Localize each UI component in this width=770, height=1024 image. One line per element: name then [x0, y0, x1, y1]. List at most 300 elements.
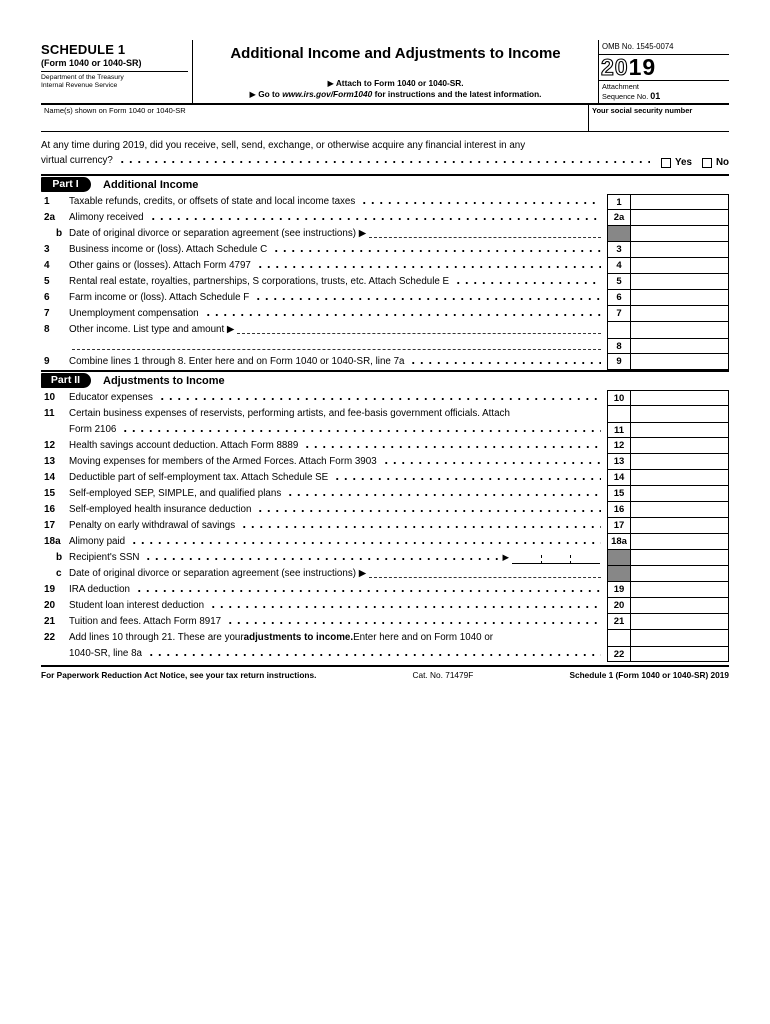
line-7-amount-input[interactable]: [631, 306, 729, 322]
line-5-entry: [607, 274, 729, 290]
header-center-block: [193, 40, 599, 103]
line-8-text-line: [69, 338, 602, 354]
line-6-amount-input[interactable]: [631, 290, 729, 306]
line-10-label: Educator expenses: [69, 392, 153, 403]
line-b-text-line: [69, 226, 602, 242]
line-20-number: 20: [44, 600, 56, 611]
line-5-label: Rental real estate, royalties, partnerships, S corporations, trusts, etc. Attach Schedule E: [69, 276, 450, 287]
line-9-label: Combine lines 1 through 8. Enter here and on Form 1040 or 1040-SR, line 7a: [69, 356, 405, 367]
line-5-amount-input[interactable]: [631, 274, 729, 290]
dot-leader: [209, 601, 601, 611]
part2-header-bar: [41, 370, 729, 390]
line-10-description: [69, 390, 607, 406]
irs-form1040-link[interactable]: www.irs.gov/Form1040: [282, 89, 373, 99]
part1-table: [41, 194, 729, 370]
line-17-number: 17: [44, 520, 56, 531]
line-3-amount-input[interactable]: [631, 242, 729, 258]
entry-spacer: [607, 322, 729, 338]
line-2a-amount-input[interactable]: [631, 210, 729, 226]
line-20-label: Student loan interest deduction: [69, 600, 205, 611]
line-12-entry: [607, 438, 729, 454]
line-18a-label: Alimony paid: [69, 536, 126, 547]
entry-cells: [607, 226, 729, 242]
line-11-amount-input[interactable]: [631, 422, 729, 438]
line-18a-description: [69, 534, 607, 550]
entry-cells: [607, 550, 729, 566]
line-21-row: [41, 614, 729, 630]
ssn-label: Your social security number: [592, 106, 693, 115]
form-title: Additional Income and Adjustments to Income: [230, 45, 561, 62]
dot-leader: [204, 309, 601, 319]
virtual-currency-yes-checkbox[interactable]: [661, 158, 671, 168]
sequence-label: Sequence No.: [602, 91, 651, 101]
line-b-row: [41, 550, 729, 566]
header-right-block: [599, 40, 729, 103]
line-1-amount-input[interactable]: [631, 194, 729, 210]
line-7-text-line: [69, 306, 602, 322]
line-22-description: [69, 630, 607, 662]
line-13-description: [69, 454, 607, 470]
line-18a-box-label: 18a: [607, 534, 631, 550]
line-4-box-label: 4: [607, 258, 631, 274]
entry-spacer: [607, 630, 729, 646]
header-left-block: [41, 40, 193, 103]
dot-leader: [130, 537, 601, 547]
entry-cells: [607, 566, 729, 582]
line-18a-amount-input[interactable]: [631, 534, 729, 550]
question-line2: virtual currency?: [41, 155, 113, 166]
shaded-cell: [607, 566, 631, 582]
line-10-amount-input[interactable]: [631, 390, 729, 406]
line-17-box-label: 17: [607, 518, 631, 534]
line-c-row: [41, 566, 729, 582]
line-21-amount-input[interactable]: [631, 614, 729, 630]
line-22-entry: [607, 630, 729, 662]
line-16-label: Self-employed health insurance deduction: [69, 504, 252, 515]
entry-cells: [607, 598, 729, 614]
line-8-entry: [607, 322, 729, 354]
line-11-label: Form 2106: [69, 424, 117, 435]
line-12-text-line: [69, 438, 602, 454]
line-1-number: 1: [44, 196, 50, 207]
shaded-cell: [607, 226, 631, 242]
line-16-box-label: 16: [607, 502, 631, 518]
entry-cells: [607, 210, 729, 226]
part1-title: Additional Income: [103, 178, 199, 191]
entry-cells: [607, 582, 729, 598]
line-3-number: 3: [44, 244, 50, 255]
attachment-sequence: [599, 81, 729, 103]
dot-leader: [158, 393, 601, 403]
line-9-number: 9: [44, 356, 50, 367]
line-13-text-line: [69, 454, 602, 470]
entry-cells: [607, 194, 729, 210]
part2-title: Adjustments to Income: [103, 374, 225, 387]
line-12-amount-input[interactable]: [631, 438, 729, 454]
line-5-box-label: 5: [607, 274, 631, 290]
line-3-text-line: [69, 242, 602, 258]
entry-spacer: [607, 406, 729, 422]
line-3-box-label: 3: [607, 242, 631, 258]
line-14-row: [41, 470, 729, 486]
line-b-ssn-input[interactable]: [512, 552, 600, 564]
name-ssn-row: [41, 105, 729, 132]
line-6-number: 6: [44, 292, 50, 303]
name-input[interactable]: [41, 105, 589, 131]
line-21-text-line: [69, 614, 602, 630]
dot-leader: [454, 277, 601, 287]
entry-cells: [607, 338, 729, 354]
line-10-row: [41, 390, 729, 406]
line-c-write-in[interactable]: [369, 567, 601, 578]
entry-spacer-amtcol: [631, 630, 729, 646]
line-17-description: [69, 518, 607, 534]
line-14-number: 14: [44, 472, 56, 483]
form-footer: [41, 665, 729, 680]
line-11-row: [41, 406, 729, 438]
line-16-text-line: [69, 502, 602, 518]
line-6-text-line: [69, 290, 602, 306]
line-5-description: [69, 274, 607, 290]
entry-cells: [607, 290, 729, 306]
dot-leader: [286, 489, 601, 499]
line-4-description: [69, 258, 607, 274]
dot-leader: [382, 457, 601, 467]
line-15-entry: [607, 486, 729, 502]
entry-cells: [607, 454, 729, 470]
line-15-description: [69, 486, 607, 502]
line-7-row: [41, 306, 729, 322]
entry-cells: [607, 306, 729, 322]
line-8-number: 8: [44, 324, 50, 335]
line-9-row: [41, 354, 729, 370]
line-1-box-label: 1: [607, 194, 631, 210]
arrow-icon: ▶: [502, 552, 509, 562]
line-17-label: Penalty on early withdrawal of savings: [69, 520, 236, 531]
dot-leader: [254, 293, 601, 303]
line-19-description: [69, 582, 607, 598]
entry-cells: [607, 534, 729, 550]
line-21-label: Tuition and fees. Attach Form 8917: [69, 616, 222, 627]
line-4-number: 4: [44, 260, 50, 271]
line-17-amount-input[interactable]: [631, 518, 729, 534]
department-line2: Internal Revenue Service: [41, 82, 118, 89]
line-22-label: adjustments to income.: [243, 632, 354, 643]
line-6-entry: [607, 290, 729, 306]
entry-cells: [607, 422, 729, 438]
entry-cells: [607, 502, 729, 518]
line-20-amount-input[interactable]: [631, 598, 729, 614]
entry-cells: [607, 614, 729, 630]
line-11-text-line: [69, 406, 602, 422]
line-22-text-line: [69, 630, 602, 646]
line-5-text-line: [69, 274, 602, 290]
line-3-entry: [607, 242, 729, 258]
entry-cells: [607, 258, 729, 274]
line-13-number: 13: [44, 456, 56, 467]
sequence-number: 01: [650, 90, 661, 101]
part2-table: [41, 390, 729, 662]
line-16-number: 16: [44, 504, 56, 515]
line-b-row: [41, 226, 729, 242]
line-8-row: [41, 322, 729, 354]
line-2a-label: Alimony received: [69, 212, 144, 223]
line-c-text-line: [69, 566, 602, 582]
dot-leader: [303, 441, 601, 451]
line-14-box-label: 14: [607, 470, 631, 486]
line-19-row: [41, 582, 729, 598]
question-line1: At any time during 2019, did you receive, sell, send, exchange, or otherwise acquire any financial interest in any: [41, 140, 526, 151]
line-2a-row: [41, 210, 729, 226]
line-1-text-line: [69, 194, 602, 210]
line-11-label: Certain business expenses of reservists, performing artists, and fee-basis government officials. Attach: [69, 408, 510, 419]
line-14-amount-input[interactable]: [631, 470, 729, 486]
line-2a-number: 2a: [44, 212, 56, 223]
line-6-box-label: 6: [607, 290, 631, 306]
entry-spacer-numcol: [607, 406, 631, 422]
line-5-row: [41, 274, 729, 290]
line-10-entry: [607, 390, 729, 406]
line-12-label: Health savings account deduction. Attach Form 8889: [69, 440, 299, 451]
line-5-number: 5: [44, 276, 50, 287]
line-10-box-label: 10: [607, 390, 631, 406]
dot-leader: [135, 585, 601, 595]
goto-pre: ▶ Go to: [249, 89, 283, 99]
catalog-number: Cat. No. 71479F: [412, 670, 474, 680]
line-8-label: Other income. List type and amount ▶: [69, 324, 235, 335]
line-19-text-line: [69, 582, 602, 598]
line-15-amount-input[interactable]: [631, 486, 729, 502]
entry-cells: [607, 646, 729, 662]
line-c-entry: [607, 566, 729, 582]
line-20-text-line: [69, 598, 602, 614]
virtual-currency-no-checkbox[interactable]: [702, 158, 712, 168]
line-22-row: [41, 630, 729, 662]
line-11-text-line: [69, 422, 602, 438]
line-15-label: Self-employed SEP, SIMPLE, and qualified plans: [69, 488, 282, 499]
line-3-label: Business income or (loss). Attach Schedule C: [69, 244, 268, 255]
dot-leader: [121, 425, 601, 435]
line-14-description: [69, 470, 607, 486]
line-b-entry: [607, 550, 729, 566]
dot-leader: [409, 357, 601, 367]
entry-cells: [607, 242, 729, 258]
line-13-amount-input[interactable]: [631, 454, 729, 470]
line-18a-number: 18a: [44, 536, 61, 547]
line-4-amount-input[interactable]: [631, 258, 729, 274]
line-21-number: 21: [44, 616, 56, 627]
line-15-box-label: 15: [607, 486, 631, 502]
line-12-description: [69, 438, 607, 454]
part1-label: Part I: [41, 177, 91, 192]
line-13-entry: [607, 454, 729, 470]
line-b-text-line: [69, 550, 602, 566]
entry-spacer-amtcol: [631, 406, 729, 422]
line-7-description: [69, 306, 607, 322]
omb-number: OMB No. 1545-0074: [599, 40, 729, 55]
line-18a-row: [41, 534, 729, 550]
line-13-box-label: 13: [607, 454, 631, 470]
goto-post: for instructions and the latest information.: [372, 89, 542, 99]
tax-year-bold: 19: [628, 54, 657, 80]
entry-cells: [607, 274, 729, 290]
line-8-description: [69, 322, 607, 354]
shaded-cell: [607, 550, 631, 566]
line-6-label: Farm income or (loss). Attach Schedule F: [69, 292, 250, 303]
line-20-entry: [607, 598, 729, 614]
line-7-number: 7: [44, 308, 50, 319]
line-b-label: Date of original divorce or separation agreement (see instructions) ▶: [69, 228, 367, 239]
line-16-entry: [607, 502, 729, 518]
tax-year: [599, 55, 729, 81]
attachment-label: Attachment: [602, 82, 639, 91]
line-14-entry: [607, 470, 729, 486]
line-19-label: IRA deduction: [69, 584, 131, 595]
schedule-number: SCHEDULE 1: [41, 42, 126, 57]
line-b-entry: [607, 226, 729, 242]
line-11-entry: [607, 406, 729, 438]
footer-schedule-id: Schedule 1 (Form 1040 or 1040-SR) 2019: [569, 670, 729, 680]
line-22-amount-input[interactable]: [631, 646, 729, 662]
line-c-description: [69, 566, 607, 582]
line-18a-entry: [607, 534, 729, 550]
line-6-row: [41, 290, 729, 306]
line-14-text-line: [69, 470, 602, 486]
line-22-text-line: [69, 646, 602, 662]
line-4-label: Other gains or (losses). Attach Form 4797: [69, 260, 251, 271]
line-8-write-in[interactable]: [72, 339, 601, 350]
line-2a-box-label: 2a: [607, 210, 631, 226]
dot-leader: [226, 617, 601, 627]
line-21-box-label: 21: [607, 614, 631, 630]
line-10-text-line: [69, 390, 602, 406]
line-13-label: Moving expenses for members of the Armed Forces. Attach Form 3903: [69, 456, 377, 467]
line-c-amount-input: [631, 566, 729, 582]
form-header: [41, 40, 729, 105]
line-b-amount-input: [631, 550, 729, 566]
line-16-description: [69, 502, 607, 518]
line-1-description: [69, 194, 607, 210]
line-15-text-line: [69, 486, 602, 502]
line-8-write-in[interactable]: [237, 323, 601, 334]
dot-leader: [360, 197, 601, 207]
line-22-number: 22: [44, 632, 56, 643]
virtual-currency-question: [41, 132, 729, 174]
line-c-number: c: [56, 568, 62, 579]
line-7-box-label: 7: [607, 306, 631, 322]
name-label: Name(s) shown on Form 1040 or 1040-SR: [44, 106, 186, 115]
line-7-label: Unemployment compensation: [69, 308, 199, 319]
line-20-box-label: 20: [607, 598, 631, 614]
line-1-label: Taxable refunds, credits, or offsets of state and local income taxes: [69, 196, 356, 207]
entry-cells: [607, 470, 729, 486]
line-19-box-label: 19: [607, 582, 631, 598]
dot-leader: [256, 505, 601, 515]
line-3-description: [69, 242, 607, 258]
dot-leader: [272, 245, 601, 255]
line-16-row: [41, 502, 729, 518]
ssn-input[interactable]: [589, 105, 729, 131]
line-7-entry: [607, 306, 729, 322]
line-22-label: Enter here and on Form 1040 or: [353, 632, 494, 643]
entry-cells: [607, 390, 729, 406]
department-line1: Department of the Treasury: [41, 74, 124, 81]
line-8-text-line: [69, 322, 602, 338]
line-11-box-label: 11: [607, 422, 631, 438]
line-12-box-label: 12: [607, 438, 631, 454]
form-number: (Form 1040 or 1040-SR): [41, 57, 188, 72]
entry-spacer-amtcol: [631, 322, 729, 338]
line-9-amount-input[interactable]: [631, 354, 729, 370]
entry-cells: [607, 486, 729, 502]
line-2a-description: [69, 210, 607, 226]
dot-leader: [118, 156, 650, 166]
line-15-number: 15: [44, 488, 56, 499]
line-22-label: Add lines 10 through 21. These are your: [69, 632, 244, 643]
schedule1-form-page: [41, 0, 729, 680]
line-c-label: Date of original divorce or separation agreement (see instructions) ▶: [69, 568, 367, 579]
line-3-row: [41, 242, 729, 258]
line-2a-entry: [607, 210, 729, 226]
line-b-description: [69, 226, 607, 242]
dot-leader: [149, 213, 601, 223]
line-8-box-label: 8: [607, 338, 631, 354]
line-13-row: [41, 454, 729, 470]
line-21-entry: [607, 614, 729, 630]
entry-cells: [607, 518, 729, 534]
line-17-row: [41, 518, 729, 534]
line-b-write-in[interactable]: [369, 227, 601, 238]
dot-leader: [147, 649, 601, 659]
line-19-number: 19: [44, 584, 56, 595]
entry-spacer-numcol: [607, 322, 631, 338]
line-17-text-line: [69, 518, 602, 534]
goto-instruction: [199, 89, 592, 100]
line-b-number: b: [56, 552, 63, 563]
line-19-entry: [607, 582, 729, 598]
line-b-description: [69, 550, 607, 566]
line-4-row: [41, 258, 729, 274]
line-8-amount-input[interactable]: [631, 338, 729, 354]
line-1-entry: [607, 194, 729, 210]
line-10-number: 10: [44, 392, 56, 403]
line-2a-text-line: [69, 210, 602, 226]
no-label: No: [715, 157, 729, 168]
dot-leader: [256, 261, 601, 271]
line-9-box-label: 9: [607, 354, 631, 370]
line-b-amount-input: [631, 226, 729, 242]
line-21-description: [69, 614, 607, 630]
paperwork-notice: For Paperwork Reduction Act Notice, see your tax return instructions.: [41, 670, 317, 680]
line-19-amount-input[interactable]: [631, 582, 729, 598]
line-9-text-line: [69, 354, 602, 370]
line-4-text-line: [69, 258, 602, 274]
line-4-entry: [607, 258, 729, 274]
yes-label: Yes: [675, 157, 692, 168]
dot-leader: [240, 521, 601, 531]
part2-label: Part II: [41, 373, 91, 388]
line-16-amount-input[interactable]: [631, 502, 729, 518]
line-20-row: [41, 598, 729, 614]
line-1-row: [41, 194, 729, 210]
line-6-description: [69, 290, 607, 306]
line-b-label: Recipient's SSN: [69, 552, 140, 563]
line-9-description: [69, 354, 607, 370]
line-12-row: [41, 438, 729, 454]
line-18a-text-line: [69, 534, 602, 550]
line-20-description: [69, 598, 607, 614]
tax-year-outline: 20: [601, 54, 629, 80]
